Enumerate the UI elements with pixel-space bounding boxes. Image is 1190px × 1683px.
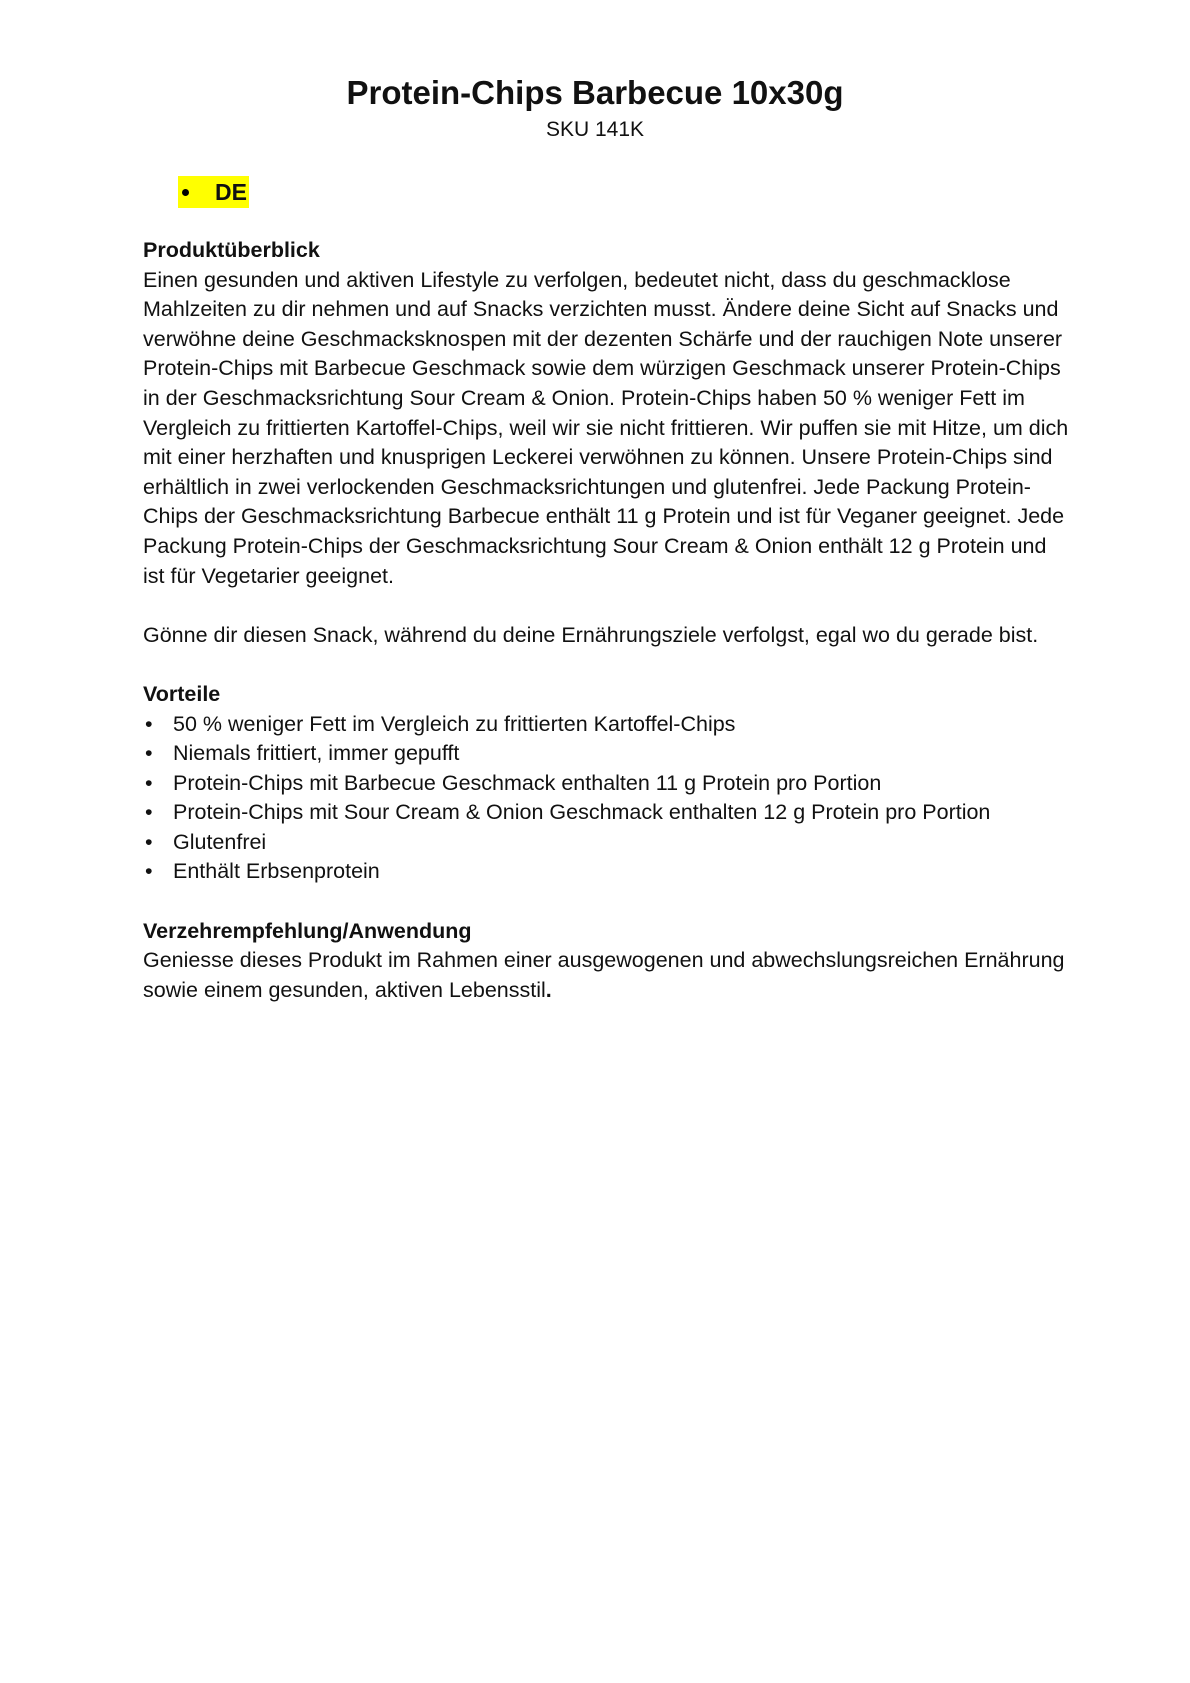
overview-section	[143, 236, 1073, 650]
language-highlight	[178, 176, 249, 208]
language-tag: DE	[215, 178, 247, 205]
benefit-item	[143, 739, 1073, 769]
benefit-text: Protein-Chips mit Barbecue Geschmack enthalten 11 g Protein pro Portion	[173, 770, 882, 795]
benefits-list	[143, 710, 1073, 888]
benefit-item	[143, 857, 1073, 887]
usage-paragraph	[143, 946, 1073, 1005]
bullet-icon: •	[145, 741, 153, 766]
document-title: Protein-Chips Barbecue 10x30g	[346, 74, 844, 111]
usage-section	[143, 917, 1073, 1006]
benefit-item	[143, 798, 1073, 828]
benefit-item	[143, 769, 1073, 799]
document-body	[143, 236, 1073, 1005]
benefit-text: Niemals frittiert, immer gepufft	[173, 741, 460, 766]
usage-text: Geniesse dieses Produkt im Rahmen einer ausgewogenen und abwechslungsreichen Ernährung sowie einem gesunden, aktiven Lebensstil	[143, 948, 1065, 1002]
bullet-icon: •	[145, 829, 153, 854]
overview-paragraph-1: Einen gesunden und aktiven Lifestyle zu verfolgen, bedeutet nicht, dass du geschmacklose Mahlzeiten zu dir nehmen und auf Snacks verzichten musst. Ändere deine Sicht auf Snacks und verwöhne deine Geschmacksknospen mit der dezenten Schärfe und der rauchigen Note unserer Protein-Chips mit Barbecue Geschmack sowie dem würzigen Geschmack unserer Protein-Chips in der Geschmacksrichtung Sour Cream & Onion. Protein-Chips haben 50 % weniger Fett im Vergleich zu frittierten Kartoffel-Chips, weil wir sie nicht frittieren. Wir puffen sie mit Hitze, um dich mit einer herzhaften und knusprigen Leckerei verwöhnen zu können. Unsere Protein-Chips sind erhältlich in zwei verlockenden Geschmacksrichtungen und glutenfrei. Jede Packung Protein-Chips der Geschmacksrichtung Barbecue enthält 11 g Protein und ist für Veganer geeignet. Jede Packung Protein-Chips der Geschmacksrichtung Sour Cream & Onion enthält 12 g Protein und ist für Vegetarier geeignet.	[143, 267, 1069, 588]
benefit-item	[143, 710, 1073, 740]
bullet-icon: •	[145, 859, 153, 884]
bullet-dot-icon	[182, 189, 189, 196]
benefit-text: Enthält Erbsenprotein	[173, 859, 380, 884]
benefit-item	[143, 828, 1073, 858]
usage-end-mark: .	[545, 977, 552, 1002]
overview-heading: Produktüberblick	[143, 238, 320, 262]
spacer	[143, 887, 1073, 917]
sku-label: SKU 141K	[545, 118, 645, 141]
benefit-text: 50 % weniger Fett im Vergleich zu frittierten Kartoffel-Chips	[173, 711, 736, 736]
benefit-text: Protein-Chips mit Sour Cream & Onion Geschmack enthalten 12 g Protein pro Portion	[173, 800, 991, 825]
bullet-icon: •	[145, 770, 153, 795]
benefit-text: Glutenfrei	[173, 829, 267, 854]
spacer	[143, 650, 1073, 680]
bullet-icon: •	[145, 800, 153, 825]
usage-heading: Verzehrempfehlung/Anwendung	[143, 918, 472, 943]
overview-paragraph-2: Gönne dir diesen Snack, während du deine Ernährungsziele verfolgst, egal wo du gerade bist.	[143, 622, 1039, 647]
spacer	[143, 591, 1073, 621]
benefits-heading: Vorteile	[143, 681, 221, 706]
bullet-icon: •	[145, 711, 153, 736]
benefits-section	[143, 680, 1073, 887]
